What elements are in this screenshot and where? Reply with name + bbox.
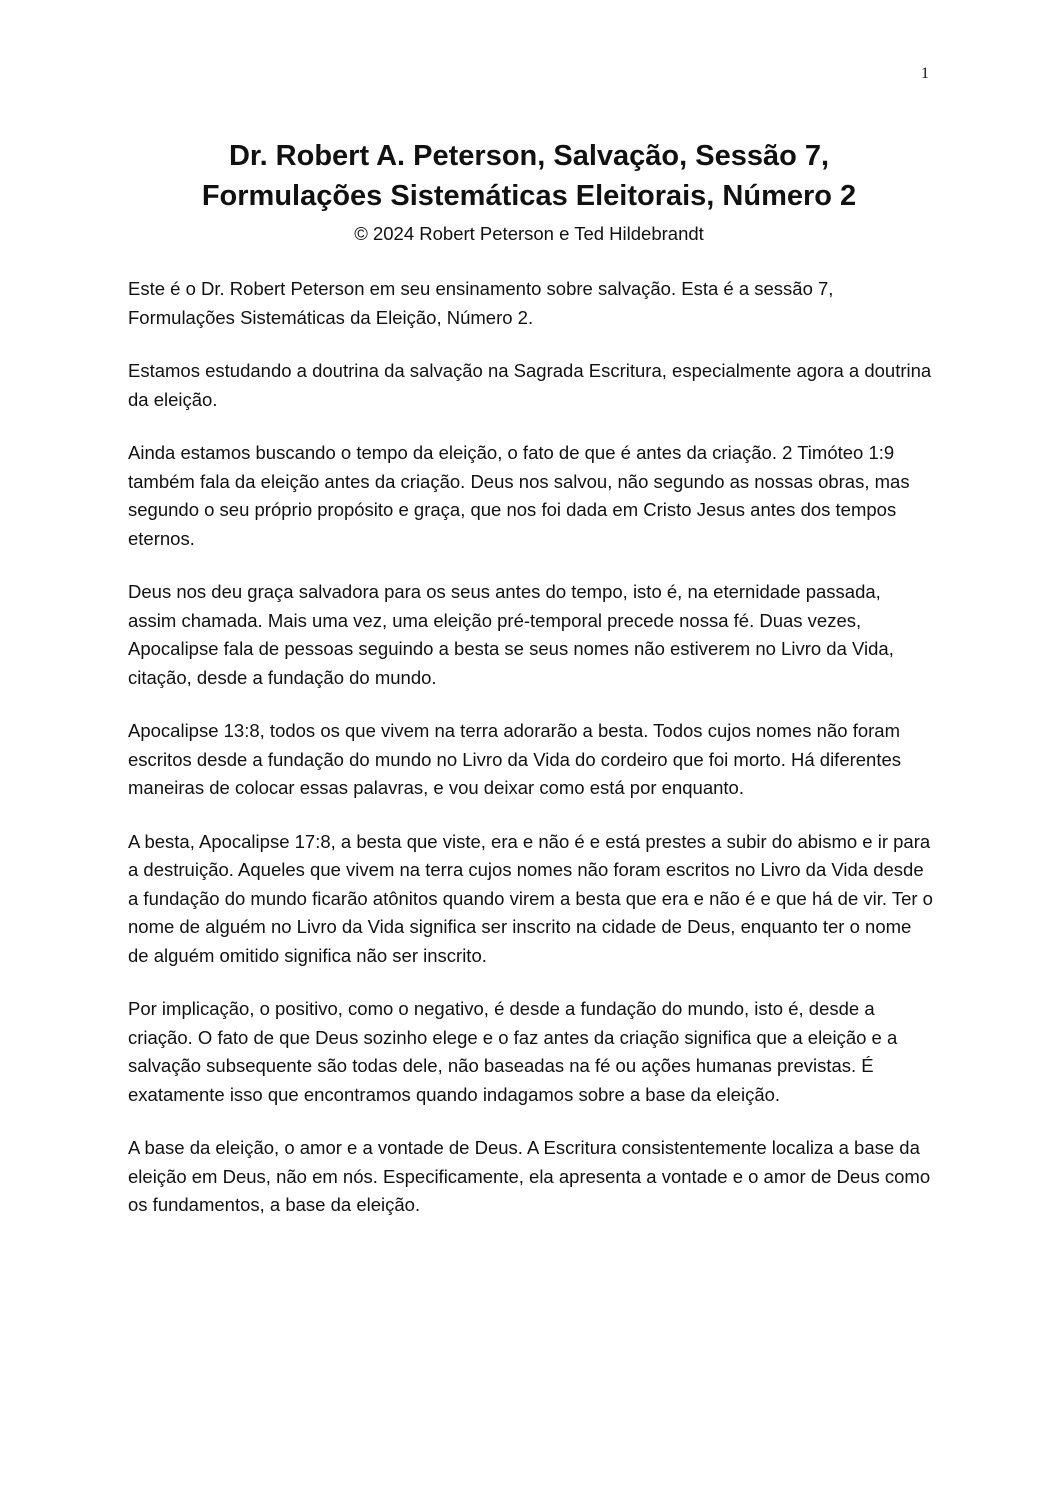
paragraph-3: Ainda estamos buscando o tempo da eleição, o fato de que é antes da criação. 2 Timóteo 1:9 também fala da eleição antes da criação. Deus nos salvou, não segundo as nossas obras, mas segundo o seu próprio propósito e graça, que nos foi dada em Cristo Jesus antes dos tempos eternos. bbox=[128, 442, 910, 549]
paragraph-2: Estamos estudando a doutrina da salvação na Sagrada Escritura, especialmente agora a doutrina da eleição. bbox=[128, 360, 932, 410]
document-body bbox=[128, 275, 933, 1245]
document-title bbox=[0, 136, 1058, 216]
paragraph-7: Por implicação, o positivo, como o negativo, é desde a fundação do mundo, isto é, desde a criação. O fato de que Deus sozinho elege e o faz antes da criação significa que a eleição e a salvação subsequente são todas dele, não baseadas na fé ou ações humanas previstas. É exatamente isso que encontramos quando indagamos sobre a base da eleição. bbox=[128, 998, 898, 1105]
paragraph-5: Apocalipse 13:8, todos os que vivem na terra adorarão a besta. Todos cujos nomes não foram escritos desde a fundação do mundo no Livro da Vida do cordeiro que foi morto. Há diferentes maneiras de colocar essas palavras, e vou deixar como está por enquanto. bbox=[128, 720, 902, 798]
copyright-line: © 2024 Robert Peterson e Ted Hildebrandt bbox=[354, 223, 704, 244]
paragraph-4: Deus nos deu graça salvadora para os seus antes do tempo, isto é, na eternidade passada, assim chamada. Mais uma vez, uma eleição pré-temporal precede nossa fé. Duas vezes, Apocalipse fala de pessoas seguindo a besta se seus nomes não estiverem no Livro da Vida, citação, desde a fundação do mundo. bbox=[128, 581, 894, 688]
page-number: 1 bbox=[921, 65, 929, 82]
paragraph-8: A base da eleição, o amor e a vontade de Deus. A Escritura consistentemente localiza a base da eleição em Deus, não em nós. Especificamente, ela apresenta a vontade e o amor de Deus como os fundamentos, a base da eleição. bbox=[128, 1137, 931, 1215]
title-line-1: Dr. Robert A. Peterson, Salvação, Sessão 7, bbox=[228, 140, 830, 172]
title-line-2: Formulações Sistemáticas Eleitorais, Número 2 bbox=[201, 180, 857, 212]
paragraph-1: Este é o Dr. Robert Peterson em seu ensinamento sobre salvação. Esta é a sessão 7, Formulações Sistemáticas da Eleição, Número 2. bbox=[128, 278, 834, 328]
paragraph-6: A besta, Apocalipse 17:8, a besta que viste, era e não é e está prestes a subir do abismo e ir para a destruição. Aqueles que vivem na terra cujos nomes não foram escritos no Livro da Vida desde a fundação do mundo ficarão atônitos quando virem a besta que era e não é e que há de vir. Ter o nome de alguém no Livro da Vida significa ser inscrito na cidade de Deus, enquanto ter o nome de alguém omitido significa não ser inscrito. bbox=[128, 830, 933, 966]
